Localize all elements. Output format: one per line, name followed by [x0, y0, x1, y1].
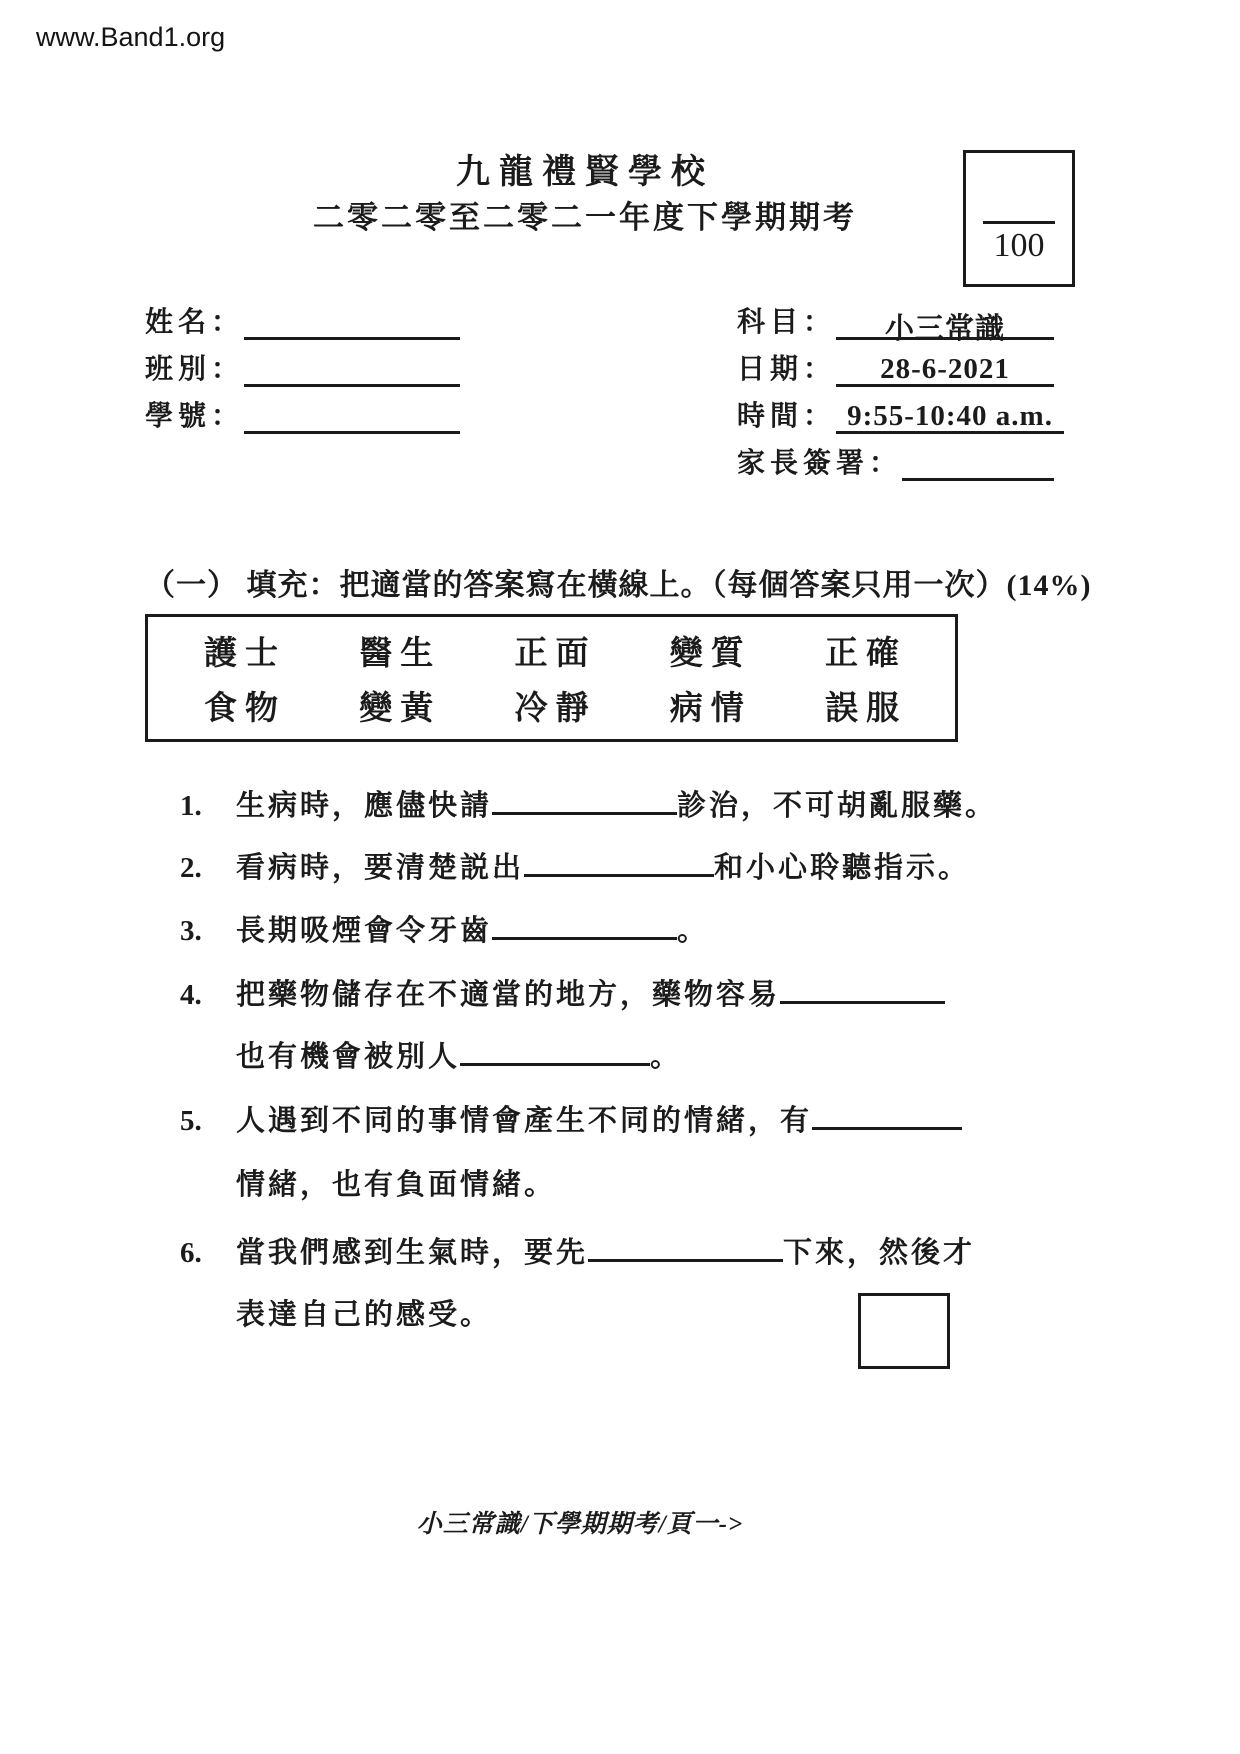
question-number: 6. — [180, 1237, 202, 1269]
word-bank-item: 食物 — [204, 691, 286, 727]
question-3 — [180, 908, 709, 949]
question-number: 3. — [180, 915, 202, 947]
q3-blank-line — [492, 908, 677, 940]
word-bank-item: 病情 — [669, 691, 752, 727]
question-4-line-1 — [180, 972, 945, 1013]
question-text: 診治，不可胡亂服藥。 — [677, 790, 998, 822]
question-text: 情緒，也有負面情緒。 — [236, 1169, 557, 1201]
word-bank-item: 正面 — [514, 636, 597, 672]
school-name: 九龍禮賢學校 — [456, 154, 714, 191]
question-1 — [180, 783, 997, 824]
section-one-heading: （一） 填充：把適當的答案寫在橫線上。（每個答案只用一次）(14%) — [145, 569, 1092, 602]
question-text: 下來，然後才 — [783, 1237, 976, 1269]
watermark-text: www.Band1.org — [36, 22, 226, 52]
question-text: 把藥物儲存在不適當的地方，藥物容易 — [236, 979, 781, 1011]
class-field — [145, 347, 460, 387]
question-5-line-2 — [236, 1162, 556, 1203]
name-label: 姓名： — [145, 307, 245, 338]
word-bank-box — [145, 614, 958, 742]
question-text: 生病時，應儘快請 — [236, 790, 493, 822]
question-text: 長期吸煙會令牙齒 — [236, 915, 493, 947]
parent-signature-label: 家長簽署： — [737, 448, 903, 479]
word-bank-item: 誤服 — [825, 691, 907, 727]
q4-blank-line-2 — [460, 1034, 650, 1066]
page-footer: 小三常識/下學期期考/頁一-> — [416, 1511, 744, 1538]
parent-signature-field — [737, 441, 1054, 481]
name-field — [145, 300, 460, 340]
question-text: 人遇到不同的事情會產生不同的情緒，有 — [236, 1105, 813, 1137]
question-text: 表達自己的感受。 — [236, 1299, 493, 1331]
subject-value: 小三常識 — [836, 306, 1054, 340]
question-4-line-2 — [236, 1034, 682, 1075]
word-bank-item: 護士 — [204, 636, 286, 672]
score-box — [963, 150, 1075, 287]
question-number: 1. — [180, 790, 202, 822]
question-2 — [180, 845, 970, 886]
date-label: 日期： — [737, 354, 837, 385]
score-blank-line — [983, 221, 1055, 224]
q5-blank-line — [812, 1098, 962, 1130]
word-bank-row-1 — [204, 627, 907, 674]
question-6-line-1 — [180, 1230, 975, 1271]
question-number: 4. — [180, 979, 202, 1011]
word-bank-item: 正確 — [825, 636, 907, 672]
time-value: 9:55-10:40 a.m. — [836, 400, 1064, 434]
question-text: 也有機會被別人 — [236, 1041, 461, 1073]
question-text: 和小心聆聽指示。 — [714, 852, 971, 884]
marks-box — [858, 1293, 950, 1369]
question-text: 。 — [650, 1041, 683, 1073]
student-no-blank-line — [244, 400, 460, 434]
word-bank-item: 冷靜 — [514, 691, 597, 727]
question-text: 看病時，要清楚説出 — [236, 852, 525, 884]
question-text: 。 — [677, 915, 710, 947]
date-field — [737, 347, 1054, 387]
time-field — [737, 394, 1064, 434]
q1-blank-line — [492, 783, 677, 815]
subject-field — [737, 300, 1054, 345]
q4-blank-line-1 — [780, 972, 945, 1004]
q2-blank-line — [524, 845, 714, 877]
word-bank-row-2 — [204, 682, 907, 729]
exam-title: 二零二零至二零二一年度下學期期考 — [313, 200, 857, 235]
class-blank-line — [244, 353, 460, 387]
word-bank-item: 變黃 — [359, 691, 442, 727]
subject-label: 科目： — [737, 307, 837, 338]
student-no-field — [145, 394, 460, 434]
time-label: 時間： — [737, 401, 837, 432]
question-6-line-2 — [236, 1292, 492, 1333]
student-no-label: 學號： — [145, 401, 245, 432]
word-bank-item: 醫生 — [359, 636, 442, 672]
name-blank-line — [244, 306, 460, 340]
word-bank-item: 變質 — [669, 636, 752, 672]
question-text: 當我們感到生氣時，要先 — [236, 1237, 589, 1269]
q6-blank-line — [588, 1230, 783, 1262]
score-total: 100 — [993, 227, 1045, 264]
question-5-line-1 — [180, 1098, 962, 1139]
question-number: 2. — [180, 852, 202, 884]
class-label: 班別： — [145, 354, 245, 385]
parent-signature-blank-line — [902, 447, 1054, 481]
date-value: 28-6-2021 — [836, 353, 1054, 387]
question-number: 5. — [180, 1105, 202, 1137]
